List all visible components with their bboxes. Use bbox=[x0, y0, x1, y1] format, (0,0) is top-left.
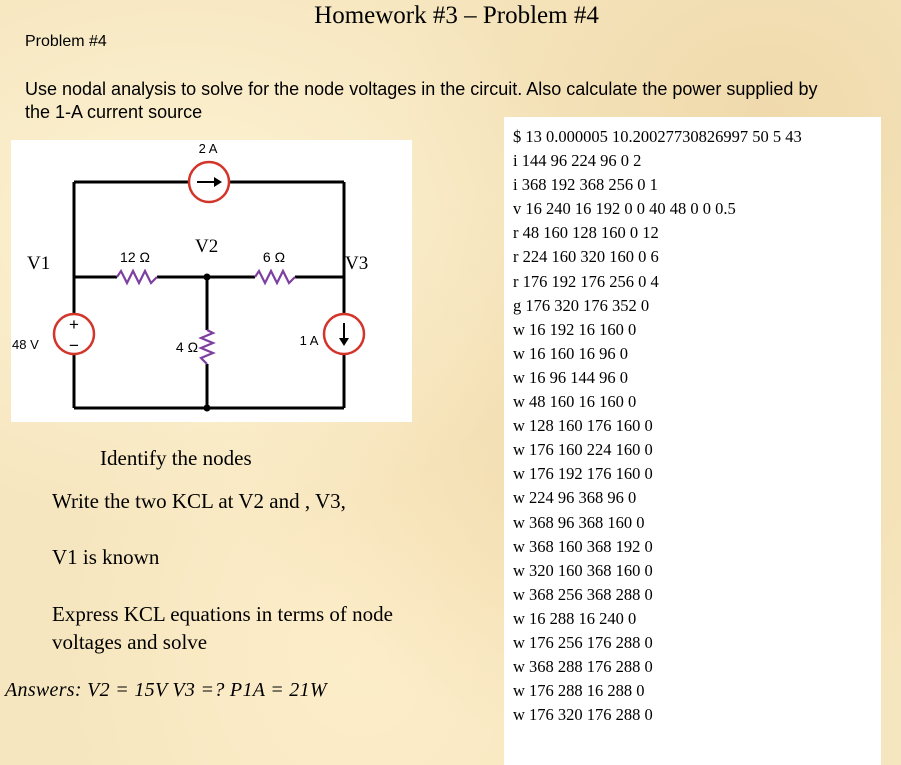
netlist-line: w 128 160 176 160 0 bbox=[513, 416, 653, 436]
netlist-line: w 48 160 16 160 0 bbox=[513, 392, 637, 412]
problem-label: Problem #4 bbox=[25, 33, 107, 50]
netlist-line: w 16 160 16 96 0 bbox=[513, 343, 629, 363]
problem-statement: Use nodal analysis to solve for the node voltages in the circuit. Also calculate the power supplied by the 1-A current source bbox=[25, 79, 818, 122]
netlist-line: r 224 160 320 160 0 6 bbox=[513, 247, 659, 267]
netlist-line: w 368 96 368 160 0 bbox=[513, 512, 645, 532]
answers: Answers: V2 = 15V V3 =? P1A = 21W bbox=[5, 679, 327, 701]
current-source-2a bbox=[189, 162, 229, 202]
label-6-ohm: 6 Ω bbox=[262, 249, 286, 265]
minus-sign: − bbox=[69, 336, 79, 355]
netlist-line: $ 13 0.000005 10.20027730826997 50 5 43 bbox=[513, 127, 802, 146]
node-label-v2: V2 bbox=[195, 236, 219, 257]
netlist-line: w 368 288 176 288 0 bbox=[513, 657, 653, 677]
netlist-line: i 368 192 368 256 0 1 bbox=[513, 175, 658, 195]
netlist bbox=[504, 117, 881, 727]
label-1a: 1 A bbox=[299, 333, 319, 348]
netlist-line: w 16 192 16 160 0 bbox=[513, 319, 637, 339]
page-title: Homework #3 – Problem #4 bbox=[314, 2, 599, 29]
netlist-panel bbox=[504, 117, 881, 765]
node-label-v1: V1 bbox=[27, 253, 51, 274]
resistor-12-ohm bbox=[117, 271, 157, 283]
current-source-1a bbox=[324, 314, 364, 354]
plus-sign: + bbox=[69, 315, 79, 334]
label-4-ohm: 4 Ω bbox=[175, 339, 199, 355]
note-identify-nodes: Identify the nodes bbox=[100, 446, 252, 470]
label-2a: 2 A bbox=[198, 141, 218, 156]
netlist-line: w 176 160 224 160 0 bbox=[513, 440, 653, 460]
label-48v: 48 V bbox=[12, 337, 39, 352]
netlist-line: w 16 96 144 96 0 bbox=[513, 367, 629, 387]
netlist-line: r 176 192 176 256 0 4 bbox=[513, 271, 659, 291]
resistor-4-ohm bbox=[201, 330, 213, 364]
netlist-line: w 368 256 368 288 0 bbox=[513, 584, 653, 604]
netlist-line: i 144 96 224 96 0 2 bbox=[513, 151, 642, 171]
label-12-ohm: 12 Ω bbox=[120, 249, 150, 265]
netlist-line: w 16 288 16 240 0 bbox=[513, 608, 637, 628]
circuit-wires bbox=[74, 182, 344, 408]
voltage-source-48v bbox=[54, 314, 94, 355]
netlist-line: w 320 160 368 160 0 bbox=[513, 560, 653, 580]
junction-dot-top bbox=[204, 274, 211, 281]
note-write-kcl: Write the two KCL at V2 and , V3, bbox=[52, 489, 346, 513]
note-v1-known: V1 is known bbox=[52, 545, 160, 569]
netlist-line: w 176 320 176 288 0 bbox=[513, 705, 653, 725]
node-label-v3: V3 bbox=[345, 253, 369, 274]
note-express-kcl: Express KCL equations in terms of node voltages and solve bbox=[52, 602, 393, 654]
netlist-line: g 176 320 176 352 0 bbox=[513, 295, 650, 315]
netlist-line: w 176 192 176 160 0 bbox=[513, 464, 653, 484]
resistor-6-ohm bbox=[255, 271, 295, 283]
netlist-line: w 176 288 16 288 0 bbox=[513, 681, 645, 701]
netlist-line: w 176 256 176 288 0 bbox=[513, 632, 653, 652]
netlist-line: v 16 240 16 192 0 0 40 48 0 0 0.5 bbox=[513, 199, 736, 219]
circuit-diagram bbox=[11, 140, 412, 422]
netlist-line: w 224 96 368 96 0 bbox=[513, 488, 637, 508]
netlist-line: r 48 160 128 160 0 12 bbox=[513, 223, 659, 243]
netlist-line: w 368 160 368 192 0 bbox=[513, 536, 653, 556]
junction-dot-bottom bbox=[204, 405, 211, 412]
